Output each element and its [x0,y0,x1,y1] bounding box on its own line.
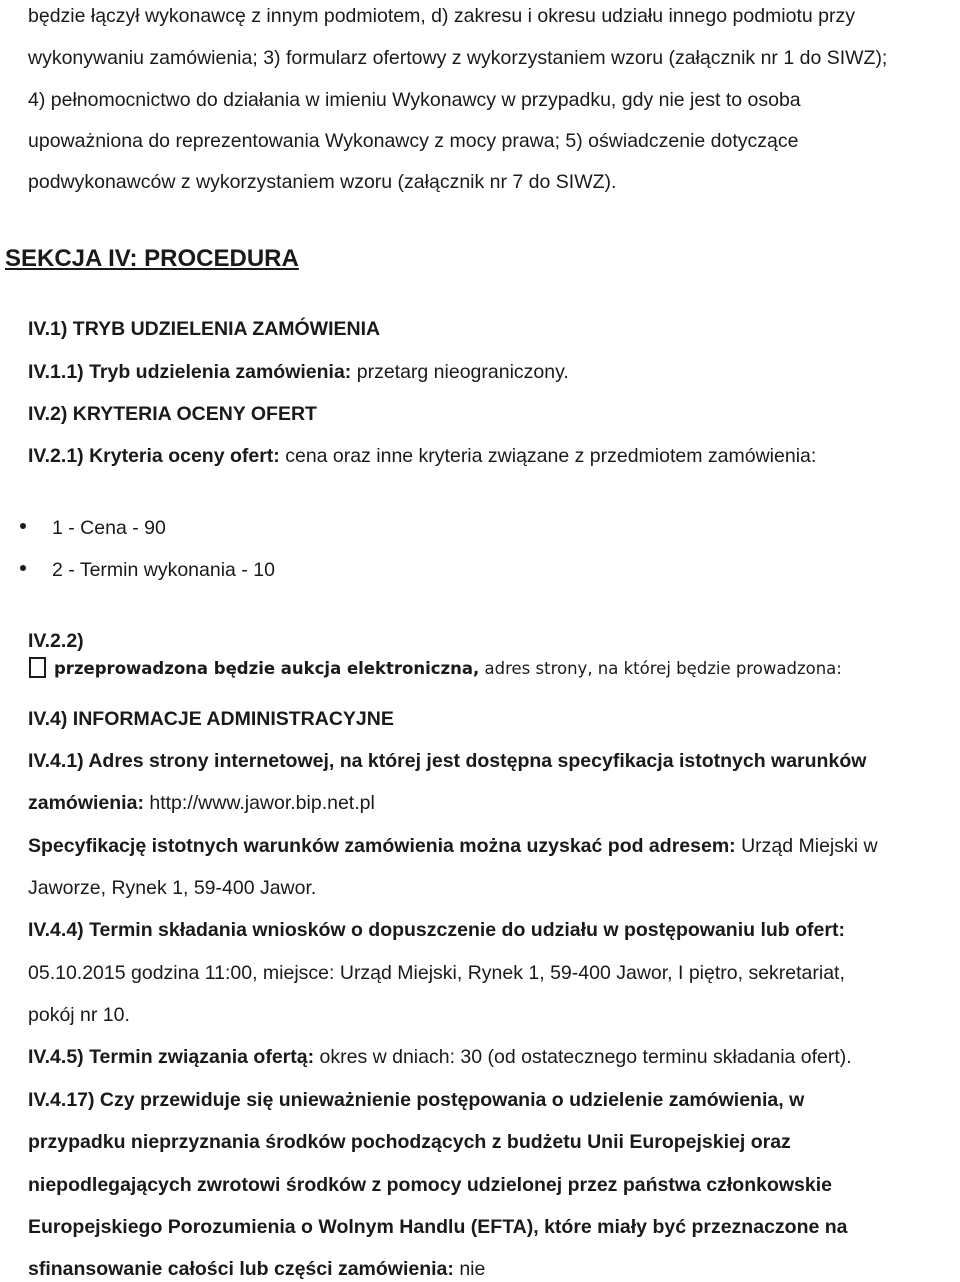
iv2-heading: IV.2) KRYTERIA OCENY OFERT [28,403,317,425]
criterion-item-1: 1 - Cena - 90 [52,517,166,539]
iv1-heading: IV.1) TRYB UDZIELENIA ZAMÓWIENIA [28,318,381,340]
iv1-1-row [28,359,569,385]
iv1-1-label: IV.1.1) Tryb udzielenia zamówienia: [28,361,352,383]
auction-label-rest: adres strony, na której będzie prowadzona: [484,659,842,678]
iv2-1-value: cena oraz inne kryteria związane z przedmiotem zamówienia: [285,445,817,467]
q17-line-3: niepodlegających zwrotowi środków z pomocy udzielonej przez państwa członkowskie [28,1174,832,1196]
q17-answer: nie [459,1258,486,1280]
binding-label: IV.4.5) Termin związania ofertą: [28,1046,315,1068]
iv2-1-label: IV.2.1) Kryteria oceny ofert: [28,445,280,467]
intro-line-1: będzie łączył wykonawcę z innym podmiotem, d) zakresu i okresu udziału innego podmiotu przy [28,5,855,27]
bullet-icon [20,523,26,529]
q17-line-5: sfinansowanie całości lub części zamówienia: [28,1258,454,1280]
spec-value-2: Jaworze, Rynek 1, 59-400 Jawor. [28,877,317,899]
iv4-1-label: IV.4.1) Adres strony internetowej, na której jest dostępna specyfikacja istotnych warunków [28,750,867,772]
q17-line-4: Europejskiego Porozumienia o Wolnym Handlu (EFTA), które miały być przeznaczone na [28,1216,848,1238]
auction-checkbox[interactable] [29,657,46,678]
iv2-2-label: IV.2.2) [28,630,84,652]
q17-row [28,1256,485,1282]
deadline-value-2: pokój nr 10. [28,1004,130,1026]
iv2-1-row [28,443,816,469]
intro-line-4: upoważniona do reprezentowania Wykonawcy z mocy prawa; 5) oświadczenie dotyczące [28,130,799,152]
deadline-value-1: 05.10.2015 godzina 11:00, miejsce: Urząd Miejski, Rynek 1, 59-400 Jawor, I piętro, sekretariat, [28,962,845,984]
spec-label: Specyfikację istotnych warunków zamówienia można uzyskać pod adresem: [28,835,736,857]
auction-label-bold: przeprowadzona będzie aukcja elektroniczna, [54,659,480,678]
q17-line-1: IV.4.17) Czy przewiduje się unieważnienie postępowania o udzielenie zamówienia, w [28,1089,805,1111]
iv1-1-value: przetarg nieograniczony. [356,361,569,383]
intro-line-3: 4) pełnomocnictwo do działania w imieniu Wykonawcy w przypadku, gdy nie jest to osoba [28,89,801,111]
address-link[interactable]: http://www.jawor.bip.net.pl [149,792,375,814]
section-title: SEKCJA IV: PROCEDURA [5,245,299,272]
binding-value: okres w dniach: 30 (od ostatecznego terminu składania ofert). [319,1046,852,1068]
q17-line-2: przypadku nieprzyznania środków pochodzących z budżetu Unii Europejskiej oraz [28,1131,791,1153]
spec-value-1: Urząd Miejski w [741,835,878,857]
deadline-label: IV.4.4) Termin składania wniosków o dopuszczenie do udziału w postępowaniu lub ofert: [28,919,845,941]
intro-line-5: podwykonawców z wykorzystaniem wzoru (załącznik nr 7 do SIWZ). [28,171,617,193]
criterion-item-2: 2 - Termin wykonania - 10 [52,559,275,581]
iv4-heading: IV.4) INFORMACJE ADMINISTRACYJNE [28,708,394,730]
intro-line-2: wykonywaniu zamówienia; 3) formularz ofertowy z wykorzystaniem wzoru (załącznik nr 1 do SIWZ); [28,47,888,69]
binding-row [28,1044,852,1070]
iv4-1-row [28,790,375,816]
bullet-icon [20,565,26,571]
iv2-2-row [54,656,842,682]
iv4-1-label-2: zamówienia: [28,792,144,814]
spec-row [28,833,878,859]
